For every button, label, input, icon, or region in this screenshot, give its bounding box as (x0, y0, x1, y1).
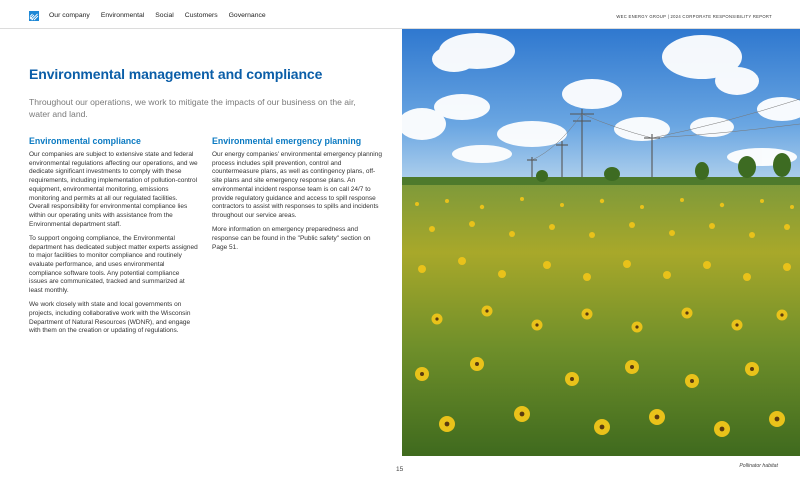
emergency-planning-section (212, 136, 382, 258)
environmental-compliance-section (29, 136, 199, 342)
nav-environmental[interactable]: Environmental (100, 12, 145, 19)
nav-customers[interactable]: Customers (184, 12, 218, 19)
paragraph: More information on emergency preparedness and response can be found in the "Public safety" section on Page 51. (212, 226, 371, 251)
paragraph: Our companies are subject to extensive state and federal environmental regulations affecting our operations, and we dedicate significant investments to comply with these requirements, including implementation of pollution-control equipment, environmental monitoring, emissions monitoring and permits at all our regulated facilities. Overall responsibility for environmental compliance lies within our operating units with assistance from the Environmental department staff. (29, 151, 198, 228)
environmental-compliance-heading: Environmental compliance (29, 136, 141, 146)
intro-paragraph: Throughout our operations, we work to mitigate the impacts of our business on the air, water and land. (29, 97, 356, 119)
top-navigation-bar (0, 0, 800, 29)
nav-governance[interactable]: Governance (228, 12, 266, 19)
page-title: Environmental management and compliance (29, 66, 323, 82)
photo-caption: Pollinator habitat (739, 463, 778, 469)
nav-our-company[interactable]: Our company (49, 12, 90, 19)
report-label: WEC ENERGY GROUP | 2024 CORPORATE RESPONSIBILITY REPORT (616, 14, 772, 19)
company-logo-icon[interactable] (29, 11, 39, 21)
paragraph: Our energy companies' environmental emergency planning process includes spill prevention, control and countermeasure plans, as well as contingency plans, off-site plans and site emergency response plans. An environmental incident response team is on call 24/7 to provide regulatory guidance and access to spill response contractors to assist with responses to spills and incidents throughout our service areas. (212, 151, 382, 219)
page-number: 15 (396, 466, 404, 473)
main-menu (49, 12, 266, 19)
paragraph: To support ongoing compliance, the Environmental department has dedicated subject matter experts assigned to major facilities to monitor compliance and routinely evaluate performance, and uses environmental compliance software tools. Any potential compliance issues are communicated, tracked and summarized at least monthly. (29, 234, 198, 295)
paragraph: We work closely with state and local governments on projects, including collaborative work with the Wisconsin Department of Natural Resources (WDNR), and engage with them on the creation or updating of regulations. (29, 301, 191, 335)
emergency-planning-heading: Environmental emergency planning (212, 136, 362, 146)
nav-social[interactable]: Social (155, 12, 174, 19)
pollinator-habitat-photo (402, 29, 800, 456)
